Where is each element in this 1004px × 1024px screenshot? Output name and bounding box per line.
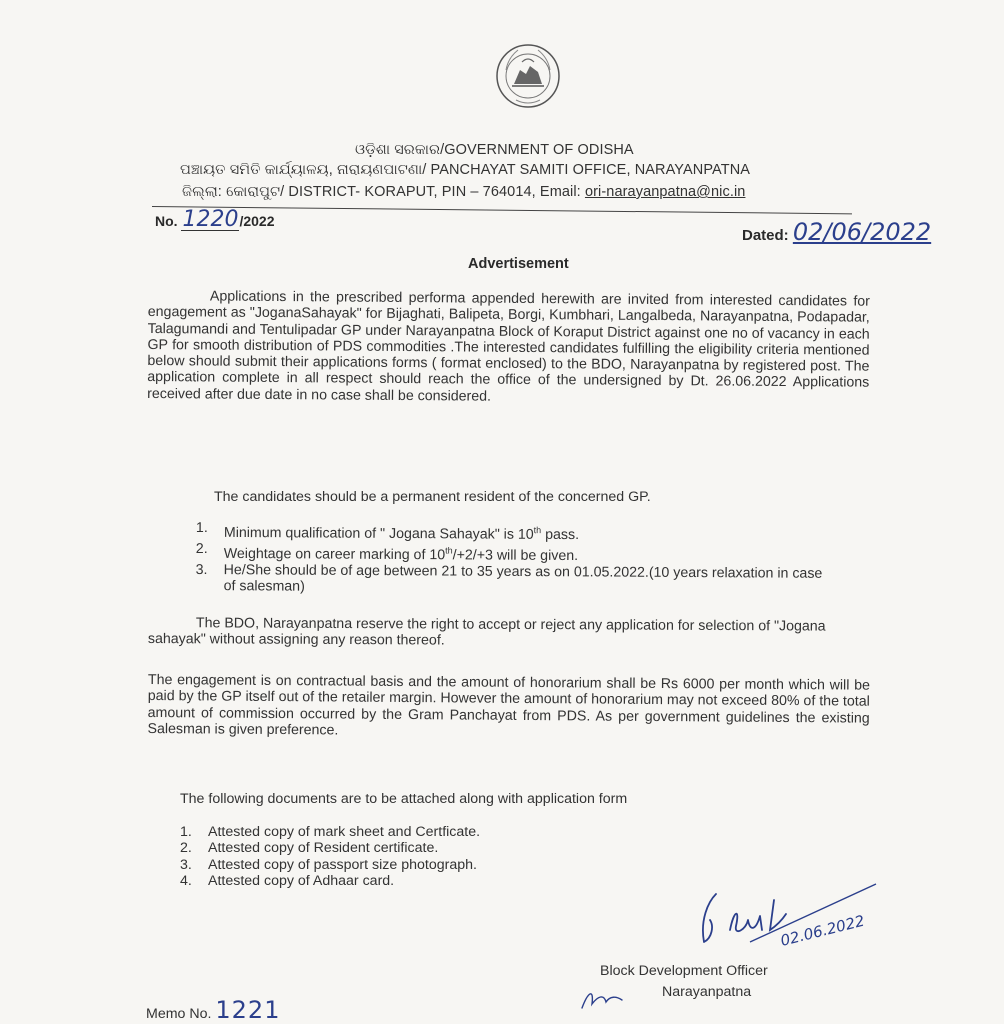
memo-number-value: 1221 xyxy=(215,996,281,1024)
government-emblem-icon xyxy=(494,40,562,112)
document-item-number: 3. xyxy=(180,856,192,873)
eligibility-item xyxy=(196,562,836,599)
signatory-designation: Block Development Officer xyxy=(600,963,768,979)
document-item-text: Attested copy of Adhaar card. xyxy=(208,872,395,889)
eligibility-item-number: 1. xyxy=(195,520,208,537)
letter-number-value: 1220 xyxy=(182,207,239,232)
header-address-text: ଜିଲ୍ଲା: କୋରାପୁଟ/ DISTRICT- KORAPUT, PIN – 764014, Email: xyxy=(182,184,585,200)
document-item-number: 4. xyxy=(180,872,192,889)
document-item-text: Attested copy of Resident certificate. xyxy=(208,840,439,857)
memo-number xyxy=(146,996,280,1024)
email-link[interactable]: ori-narayanpatna@nic.in xyxy=(584,184,746,200)
letter-number xyxy=(155,207,275,232)
document-item xyxy=(180,840,680,856)
document-item xyxy=(180,857,680,873)
document-title: Advertisement xyxy=(468,256,569,272)
letter-date-label: Dated: xyxy=(742,227,789,244)
eligibility-item-number: 2. xyxy=(195,541,208,558)
initials-scribble xyxy=(578,982,628,1012)
bdo-rights-paragraph: The BDO, Narayanpatna reserve the right to accept or reject any application for selection of "Jogana sahayak" without assigning any reason thereof. xyxy=(147,615,826,649)
header-address xyxy=(182,184,745,200)
letter-date xyxy=(742,218,931,246)
letter-number-label: No. xyxy=(155,213,178,229)
residency-paragraph: The candidates should be a permanent resident of the concerned GP. xyxy=(214,489,651,505)
document-item-number: 1. xyxy=(180,824,192,840)
eligibility-item-text: Minimum qualification of " Jogana Sahayak" is 10 xyxy=(223,524,534,543)
eligibility-item-number: 3. xyxy=(195,562,208,579)
letter-date-value: 02/06/2022 xyxy=(792,218,932,246)
eligibility-item-text-end: /+2/+3 will be given. xyxy=(452,547,579,565)
eligibility-item-sup: th xyxy=(533,525,542,536)
signatory-office: Narayanpatna xyxy=(662,984,752,1000)
documents-list xyxy=(180,824,680,889)
honorarium-paragraph: The engagement is on contractual basis and the amount of honorarium shall be Rs 6000 per month which will be paid by the GP itself out of the retailer margin. However the amount of honorarium may not exceed 80% of the total amount of commission occurred by the Gram Panchayat from PDS. As per government guidelines the existing Salesman is given preference. xyxy=(147,672,870,739)
documents-intro: The following documents are to be attached along with application form xyxy=(180,791,628,807)
letter-number-year: /2022 xyxy=(239,213,275,229)
memo-number-label: Memo No. xyxy=(146,1006,212,1022)
document-item-text: Attested copy of mark sheet and Certficate. xyxy=(208,824,481,840)
eligibility-item-text: Weightage on career marking of 10 xyxy=(223,545,446,564)
header-office: ପଞ୍ଚାୟତ ସମିତି କାର୍ଯ୍ୟାଳୟ, ନାରାୟଣପାଟଣା/ PANCHAYAT SAMITI OFFICE, NARAYANPATNA xyxy=(180,162,751,178)
signature-date: 02.06.2022 xyxy=(778,911,867,950)
document-item-text: Attested copy of passport size photograph. xyxy=(208,856,477,873)
document-item xyxy=(180,873,680,889)
bdo-signature xyxy=(690,880,880,960)
eligibility-list xyxy=(196,520,836,599)
document-item-number: 2. xyxy=(180,840,192,857)
eligibility-item-text-end: pass. xyxy=(541,526,580,544)
document-item xyxy=(180,824,680,840)
header-government: ଓଡ଼ିଶା ସରକାର/GOVERNMENT OF ODISHA xyxy=(355,142,634,158)
eligibility-item-sup: th xyxy=(445,545,453,556)
eligibility-item-text: He/She should be of age between 21 to 35 years as on 01.05.2022.(10 years relaxation in case of salesman) xyxy=(223,562,823,596)
advertisement-paragraph: Applications in the prescribed performa appended herewith are invited from interested candidates for engagement as "JoganaSahayak" for Bijaghati, Balipeta, Borgi, Kumbhari, Langalbeda, Narayanpatna, Podapadar, Talagumandi and Tentulipadar GP under Narayanpatna Block of Koraput District against one no of vacancy in each GP for smooth distribution of PDS commodities .The interested candidates fulfilling the eligibility criteria mentioned below should submit their applications forms ( format enclosed) to the BDO, Narayanpatna by registered post. The application complete in all respect should reach the office of the undersigned by Dt. 26.06.2022 Applications received after due date in no case shall be considered. xyxy=(147,288,870,405)
